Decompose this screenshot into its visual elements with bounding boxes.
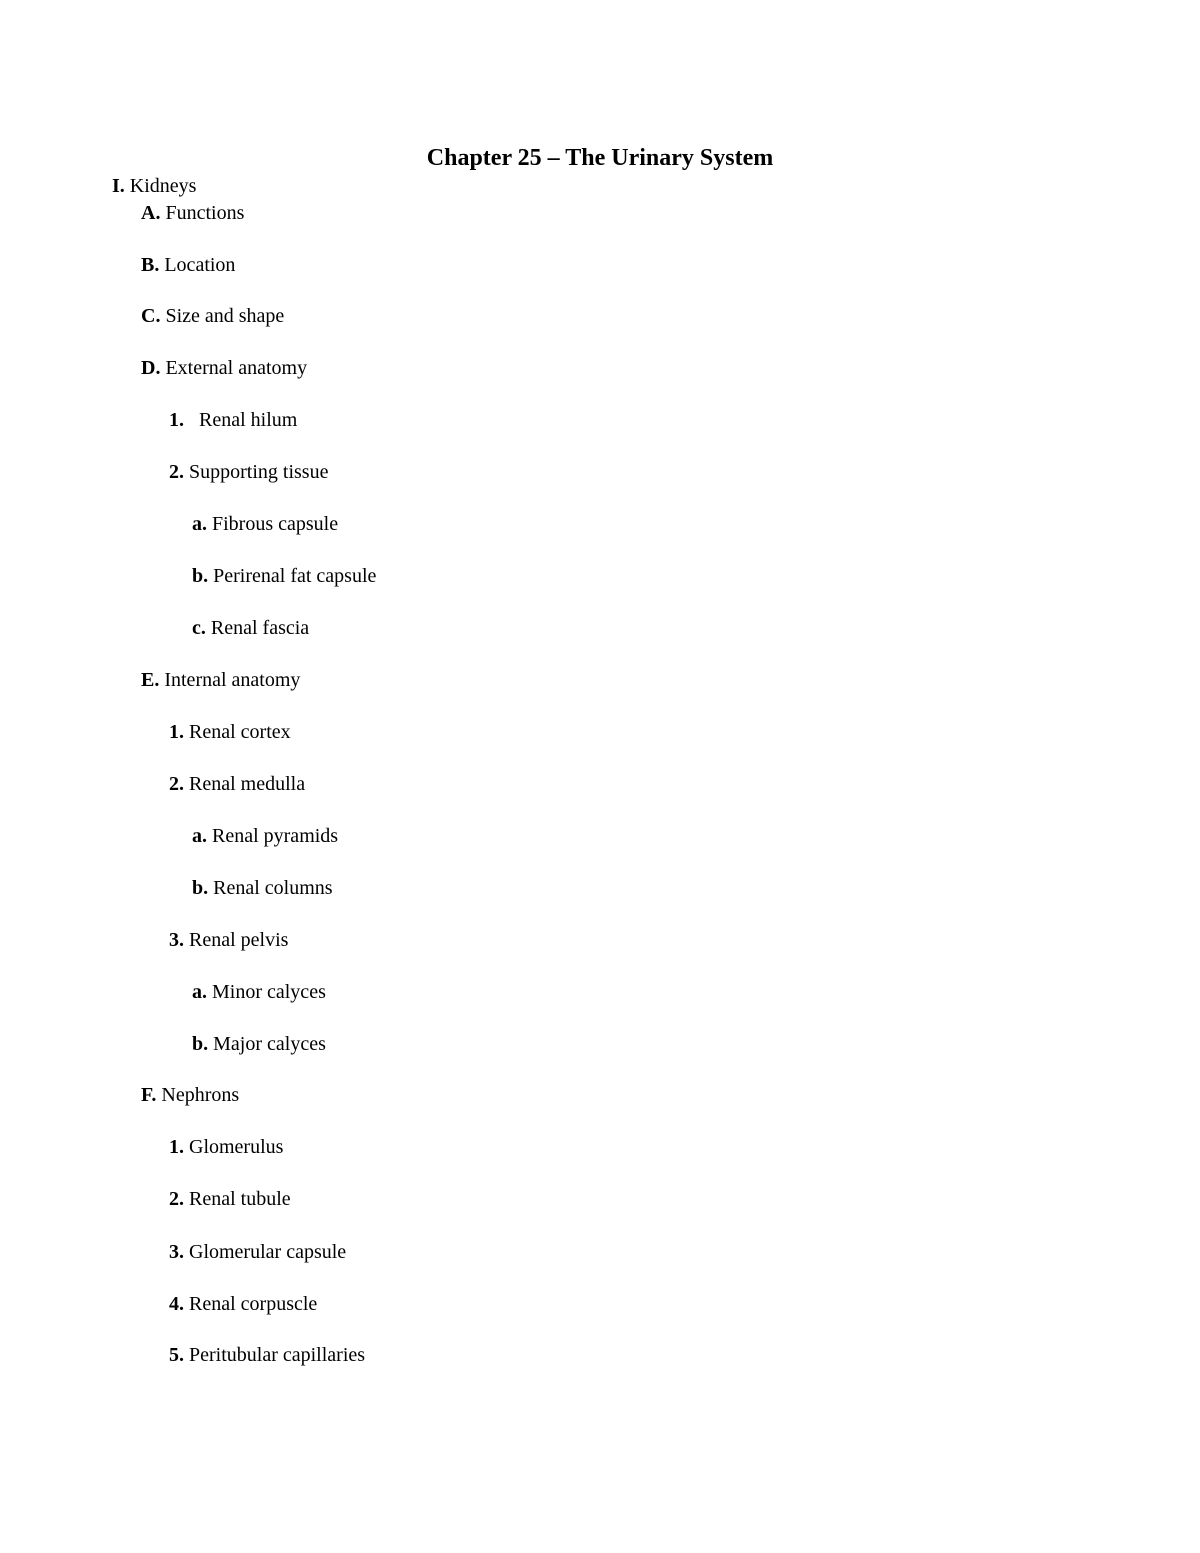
outline-item-peritubular-capillaries [169, 1342, 365, 1368]
outline-marker: 1. [169, 1136, 184, 1158]
outline-item-renal-columns [192, 875, 333, 901]
outline-text: Supporting tissue [189, 461, 329, 483]
outline-item-supporting-tissue [169, 459, 328, 485]
outline-item-glomerular-capsule [169, 1239, 346, 1265]
outline-marker: D. [141, 357, 161, 379]
outline-text: Renal tubule [189, 1188, 291, 1210]
outline-item-renal-cortex [169, 719, 291, 745]
outline-item-renal-medulla [169, 771, 305, 797]
outline-text: Fibrous capsule [212, 513, 339, 535]
outline-item-renal-tubule [169, 1186, 291, 1212]
outline-text: Minor calyces [212, 981, 326, 1003]
outline-text: Renal fascia [210, 617, 310, 639]
outline-item-size-and-shape [141, 303, 284, 329]
outline-marker: b. [192, 877, 209, 899]
outline-text: External anatomy [165, 357, 308, 379]
outline-item-functions [141, 200, 244, 226]
outline-marker: b. [192, 565, 209, 587]
outline-text: Renal pelvis [189, 929, 289, 951]
outline-item-minor-calyces [192, 979, 326, 1005]
outline-text: Nephrons [161, 1084, 240, 1106]
outline-item-perirenal-fat-capsule [192, 563, 376, 589]
outline-marker: 2. [169, 461, 184, 483]
outline-marker: 3. [169, 929, 184, 951]
outline-text: Renal pyramids [212, 825, 339, 847]
outline-item-renal-hilum [169, 407, 297, 433]
outline-item-location [141, 252, 235, 278]
outline-text: Renal cortex [189, 721, 291, 743]
outline-text: Size and shape [165, 305, 285, 327]
outline-marker: F. [141, 1084, 157, 1106]
outline-text: Glomerular capsule [189, 1241, 347, 1263]
outline-marker: 2. [169, 1188, 184, 1210]
outline-item-renal-corpuscle [169, 1291, 317, 1317]
outline-marker: a. [192, 825, 207, 847]
outline-item-major-calyces [192, 1031, 326, 1057]
outline-text: Peritubular capillaries [189, 1344, 366, 1366]
outline-marker: 1. [169, 409, 184, 431]
outline-item-renal-pelvis [169, 927, 288, 953]
outline-marker: b. [192, 1033, 209, 1055]
outline-marker: C. [141, 305, 161, 327]
outline-marker: I. [112, 175, 125, 197]
outline-marker: 3. [169, 1241, 184, 1263]
outline-text: Functions [165, 202, 245, 224]
outline-item-glomerulus [169, 1134, 283, 1160]
outline-item-kidneys [112, 173, 196, 199]
outline-item-internal-anatomy [141, 667, 300, 693]
outline-text: Renal columns [213, 877, 333, 899]
outline-text: Major calyces [213, 1033, 326, 1055]
outline-marker: 5. [169, 1344, 184, 1366]
outline-marker: 1. [169, 721, 184, 743]
outline-item-renal-pyramids [192, 823, 338, 849]
outline-marker: a. [192, 981, 207, 1003]
outline-item-fibrous-capsule [192, 511, 338, 537]
outline-marker: a. [192, 513, 207, 535]
outline-marker: A. [141, 202, 161, 224]
outline-item-renal-fascia [192, 615, 309, 641]
outline-text: Renal medulla [189, 773, 306, 795]
outline-marker: B. [141, 254, 160, 276]
outline-marker: 4. [169, 1293, 184, 1315]
outline-text: Glomerulus [189, 1136, 284, 1158]
outline-text: Perirenal fat capsule [213, 565, 377, 587]
outline-marker: 2. [169, 773, 184, 795]
page-title: Chapter 25 – The Urinary System [426, 145, 774, 171]
outline-text: Location [164, 254, 236, 276]
outline-marker: c. [192, 617, 206, 639]
outline-text: Kidneys [129, 175, 197, 197]
outline-marker: E. [141, 669, 160, 691]
outline-text: Renal hilum [199, 409, 298, 431]
outline-item-nephrons [141, 1082, 239, 1108]
outline-text: Internal anatomy [164, 669, 301, 691]
outline-text: Renal corpuscle [189, 1293, 318, 1315]
outline-item-external-anatomy [141, 355, 307, 381]
